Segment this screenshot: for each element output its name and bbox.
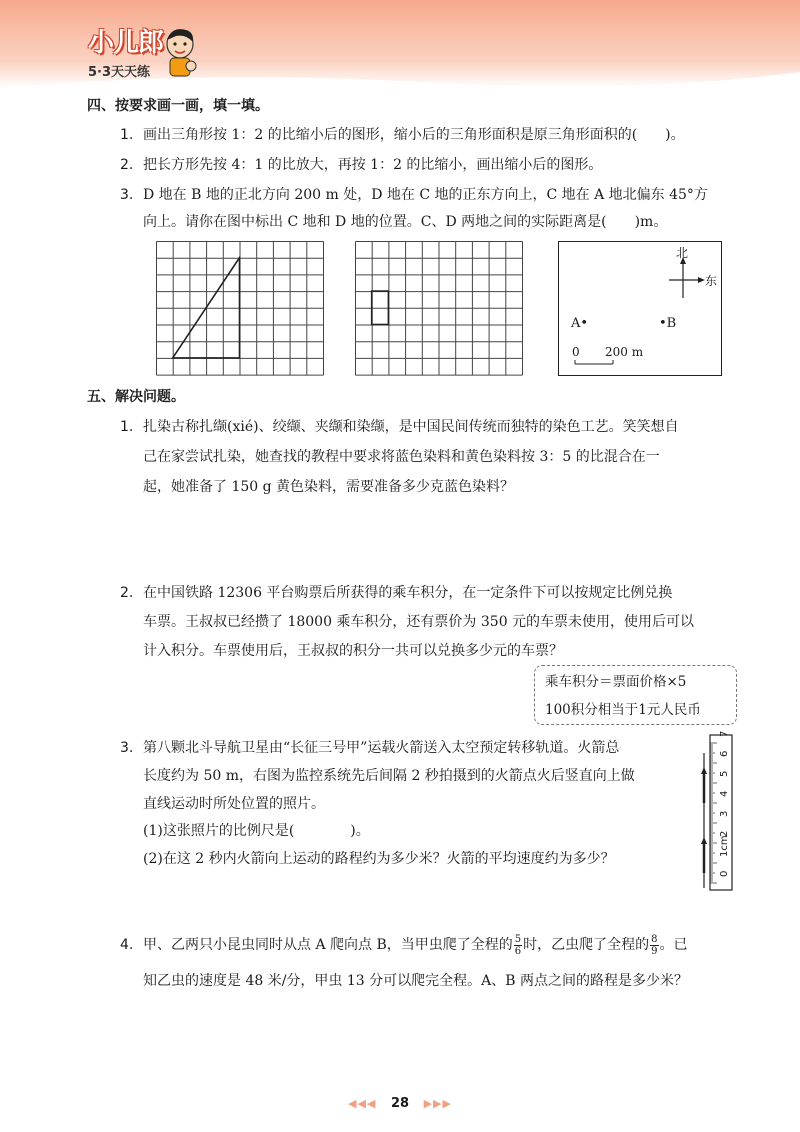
ruler-label: 2 [719, 830, 730, 837]
map-scale-zero: 0 [572, 345, 580, 359]
problem-5-4-line-2: 知乙虫的速度是 48 米/分，甲虫 13 分可以爬完全程。A、B 两点之间的路程是多少米？ [143, 973, 688, 989]
grid-triangle[interactable] [156, 241, 324, 376]
problem-5-3-line-2: 长度约为 50 m，右图为监控系统先后间隔 2 秒拍摄到的火箭点火后竖直向上做 [143, 768, 635, 784]
ruler-label: 6 [719, 750, 730, 757]
problem-5-3-sub-1: (1)这张照片的比例尺是( )。 [143, 823, 370, 839]
ruler-label: 0 [719, 870, 730, 877]
question-4-1: 画出三角形按 1：2 的比缩小后的图形，缩小后的三角形面积是原三角形面积的( )。 [143, 127, 685, 143]
fraction-8-9-denominator: 9 [651, 945, 658, 957]
footer-left-arrows: ◀◀◀ [348, 1097, 377, 1110]
problem-5-4-line-1 [143, 930, 688, 961]
section-5-title: 五、解决问题。 [87, 389, 185, 405]
brand-subtitle: 5·3天天练 [88, 65, 151, 80]
rule-note-line-1: 乘车积分＝票面价格×5 [545, 674, 687, 690]
ruler-label: 1cm [719, 835, 730, 857]
map-north-label: 北 [676, 246, 689, 260]
problem-5-1-number: 1. [120, 419, 134, 435]
mascot-boy-icon [160, 26, 200, 82]
problem-5-4-text-b: 时，乙虫爬了全程的 [523, 937, 650, 953]
grid-rectangle[interactable] [355, 241, 523, 376]
map-scale-label: 200 m [605, 345, 644, 359]
footer-right-arrows: ▶▶▶ [423, 1097, 452, 1110]
map-east-label: 东 [705, 274, 718, 288]
question-4-2-number: 2. [120, 157, 134, 173]
question-4-3-line-1: D 地在 B 地的正北方向 200 m 处，D 地在 C 地的正东方向上，C 地在 A 地北偏东 45°方 [143, 187, 708, 203]
map-point-a: A• [571, 316, 589, 331]
question-4-1-number: 1. [120, 127, 134, 143]
brand-title: 小儿郎 [88, 28, 164, 58]
question-4-3-number: 3. [120, 187, 134, 203]
page-footer [0, 1096, 800, 1111]
problem-5-1-line-3: 起，她准备了 150 g 黄色染料，需要准备多少克蓝色染料？ [143, 479, 515, 495]
problem-5-2-number: 2. [120, 585, 134, 601]
original-rectangle [372, 291, 389, 324]
problem-5-2-line-3: 计入积分。车票使用后，王叔叔的积分一共可以兑换多少元的车票？ [143, 643, 563, 659]
problem-5-3-line-3: 直线运动时所处位置的照片。 [143, 796, 325, 812]
problem-5-1-line-2: 己在家尝试扎染，她查找的教程中要求将蓝色染料和黄色染料按 3：5 的比混合在一 [143, 449, 660, 465]
question-4-2: 把长方形先按 4：1 的比放大，再按 1：2 的比缩小，画出缩小后的图形。 [143, 157, 603, 173]
rule-note-line-2: 100积分相当于1元人民币 [545, 702, 701, 718]
fraction-5-6-numerator: 5 [514, 933, 522, 945]
page-number: 28 [390, 1096, 410, 1111]
ruler-rocket-figure [690, 730, 740, 893]
problem-5-4-number: 4. [120, 937, 134, 953]
problem-5-3-sub-2: (2)在这 2 秒内火箭向上运动的路程约为多少米？火箭的平均速度约为多少？ [143, 851, 615, 867]
ruler-label: 7 [719, 730, 730, 737]
problem-5-3-line-1: 第八颗北斗导航卫星由“长征三号甲”运载火箭送入太空预定转移轨道。火箭总 [143, 740, 620, 756]
map-point-b: •B [659, 316, 677, 331]
map-diagram[interactable] [558, 241, 722, 376]
fraction-8-9-numerator: 8 [651, 933, 658, 945]
problem-5-4-text-c: 。已 [659, 937, 688, 953]
rule-note-box [534, 665, 737, 725]
ruler-label: 5 [719, 770, 730, 777]
problem-5-4-text-a: 甲、乙两只小昆虫同时从点 A 爬向点 B，当甲虫爬了全程的 [143, 937, 513, 953]
question-4-3-line-2: 向上。请你在图中标出 C 地和 D 地的位置。C、D 两地之间的实际距离是( )m。 [143, 214, 668, 230]
fraction-5-6-denominator: 6 [514, 945, 522, 957]
problem-5-2-line-2: 车票。王叔叔已经攒了 18000 乘车积分，还有票价为 350 元的车票未使用，使用后可以 [143, 614, 695, 630]
problem-5-1-line-1: 扎染古称扎缬(xié)、绞缬、夹缬和染缬，是中国民间传统而独特的染色工艺。笑笑想自 [143, 419, 679, 435]
problem-5-3-number: 3. [120, 740, 134, 756]
section-4-title: 四、按要求画一画，填一填。 [87, 98, 269, 114]
ruler-label: 4 [719, 790, 730, 797]
ruler-label: 3 [719, 810, 730, 817]
fraction-5-6 [514, 934, 522, 957]
problem-5-2-line-1: 在中国铁路 12306 平台购票后所获得的乘车积分，在一定条件下可以按规定比例兑换 [143, 585, 673, 601]
brand-logo [88, 22, 163, 80]
fraction-8-9 [650, 934, 658, 957]
